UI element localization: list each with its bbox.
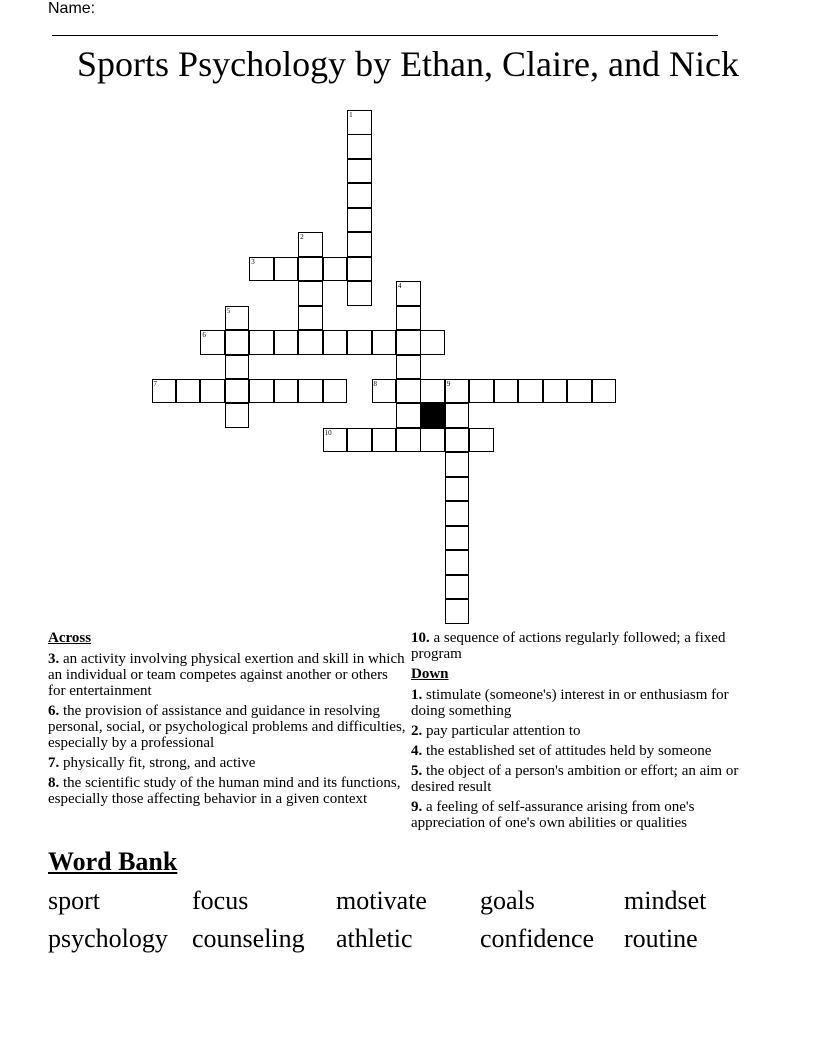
crossword-cell[interactable] [396, 379, 421, 404]
clue-down-1: 1. stimulate (someone's) interest in or enthusiasm for doing something [411, 687, 729, 719]
across-clues [48, 630, 408, 811]
crossword-cell[interactable] [323, 379, 348, 404]
word-bank-item: psychology [48, 924, 168, 953]
crossword-cell[interactable] [298, 281, 323, 306]
crossword-cell[interactable] [372, 379, 397, 404]
crossword-cell[interactable] [420, 379, 445, 404]
crossword-cell[interactable] [323, 330, 348, 355]
crossword-cell[interactable] [298, 257, 323, 282]
crossword-cell[interactable] [445, 477, 470, 502]
clue-number: 3 [251, 257, 255, 266]
word-bank-item: focus [192, 886, 249, 915]
crossword-cell[interactable] [347, 330, 372, 355]
word-bank-item: sport [48, 886, 100, 915]
clue-across-3: 3. an activity involving physical exertion and skill in which an individual or team competes against another or others for entertainment [48, 651, 405, 699]
clue-across-8: 8. the scientific study of the human mind and its functions, especially those affecting behavior in a given context [48, 775, 401, 807]
down-heading: Down [411, 666, 449, 682]
crossword-cell[interactable] [298, 379, 323, 404]
crossword-cell[interactable] [445, 403, 470, 428]
crossword-cell[interactable] [225, 403, 250, 428]
crossword-cell[interactable] [445, 575, 470, 600]
word-bank-item: mindset [624, 886, 707, 915]
word-bank-title: Word Bank [48, 847, 178, 876]
crossword-cell[interactable] [494, 379, 519, 404]
crossword-cell[interactable] [200, 330, 225, 355]
crossword-cell[interactable] [225, 306, 250, 331]
word-bank-item: athletic [336, 924, 413, 953]
crossword-cell[interactable] [274, 379, 299, 404]
clue-down-5: 5. the object of a person's ambition or effort; an aim or desired result [411, 763, 739, 795]
crossword-cell[interactable] [347, 428, 372, 453]
crossword-cell[interactable] [347, 110, 372, 135]
across-heading: Across [48, 630, 92, 646]
crossword-cell[interactable] [298, 306, 323, 331]
crossword-cell[interactable] [200, 379, 225, 404]
down-clues [411, 630, 756, 835]
crossword-cell[interactable] [372, 330, 397, 355]
clue-number: 5 [226, 306, 231, 315]
crossword-cell[interactable] [396, 306, 421, 331]
crossword-cell[interactable] [372, 428, 397, 453]
clue-number: 4 [398, 282, 402, 291]
crossword-cell[interactable] [347, 134, 372, 159]
crossword-cell[interactable] [323, 428, 348, 453]
crossword-cell[interactable] [469, 428, 494, 453]
crossword-cell[interactable] [543, 379, 568, 404]
clue-down-2: 2. pay particular attention to [411, 723, 581, 739]
crossword-cell[interactable] [323, 257, 348, 282]
crossword-cell[interactable] [152, 379, 177, 404]
crossword-cell[interactable] [445, 599, 470, 624]
crossword-cell[interactable] [347, 208, 372, 233]
crossword-cell[interactable] [445, 379, 470, 404]
crossword-cell[interactable] [225, 355, 250, 380]
crossword-cell[interactable] [347, 257, 372, 282]
crossword-cell[interactable] [225, 330, 250, 355]
crossword-cell[interactable] [469, 379, 494, 404]
page-title: Sports Psychology by Ethan, Claire, and Nick [77, 44, 739, 84]
crossword-cell[interactable] [396, 330, 421, 355]
clue-across-10: 10. a sequence of actions regularly followed; a fixed program [411, 630, 726, 662]
clue-number: 9 [446, 379, 451, 388]
word-bank-item: confidence [480, 924, 595, 953]
crossword-cell[interactable] [445, 550, 470, 575]
crossword-cell[interactable] [518, 379, 543, 404]
crossword-cell[interactable] [396, 403, 421, 428]
name-label: Name: [48, 0, 96, 17]
word-bank-item: goals [480, 886, 535, 915]
clue-number: 10 [324, 428, 332, 437]
clue-number: 7 [153, 379, 157, 388]
crossword-cell[interactable] [396, 281, 421, 306]
crossword-cell[interactable] [396, 428, 421, 453]
crossword-cell[interactable] [176, 379, 201, 404]
crossword-cell[interactable] [225, 379, 250, 404]
crossword-cell[interactable] [347, 183, 372, 208]
crossword-cell[interactable] [249, 379, 274, 404]
clue-number: 6 [202, 331, 206, 340]
crossword-cell[interactable] [298, 330, 323, 355]
crossword-cell[interactable] [347, 159, 372, 184]
crossword-cell[interactable] [445, 428, 470, 453]
clue-across-7: 7. physically fit, strong, and active [48, 755, 256, 771]
crossword-cell[interactable] [420, 428, 445, 453]
clue-across-6: 6. the provision of assistance and guidance in resolving personal, social, or psychological problems and difficulties, especially by a professional [48, 703, 406, 751]
clue-number: 2 [300, 233, 304, 242]
clue-number: 1 [349, 111, 353, 119]
clue-number: 8 [373, 379, 378, 388]
crossword-cell[interactable] [298, 232, 323, 257]
crossword-cell[interactable] [347, 232, 372, 257]
word-bank-item: counseling [192, 924, 305, 953]
word-bank-item: routine [624, 924, 698, 953]
crossword-cell[interactable] [249, 257, 274, 282]
word-bank-item: motivate [336, 886, 427, 915]
clue-down-9: 9. a feeling of self-assurance arising from one's appreciation of one's own abilities or qualities [411, 799, 695, 831]
word-bank [48, 884, 808, 956]
crossword-cell[interactable] [445, 526, 470, 551]
crossword-cell[interactable] [274, 257, 299, 282]
clue-down-4: 4. the established set of attitudes held by someone [411, 743, 712, 759]
crossword-cell[interactable] [567, 379, 592, 404]
crossword-cell[interactable] [445, 452, 470, 477]
crossword-cell[interactable] [249, 330, 274, 355]
crossword-cell[interactable] [420, 330, 445, 355]
crossword-cell[interactable] [592, 379, 617, 404]
crossword-cell[interactable] [445, 501, 470, 526]
crossword-cell[interactable] [396, 355, 421, 380]
crossword-cell[interactable] [274, 330, 299, 355]
crossword-black-cell [420, 403, 445, 428]
crossword-cell[interactable] [347, 281, 372, 306]
